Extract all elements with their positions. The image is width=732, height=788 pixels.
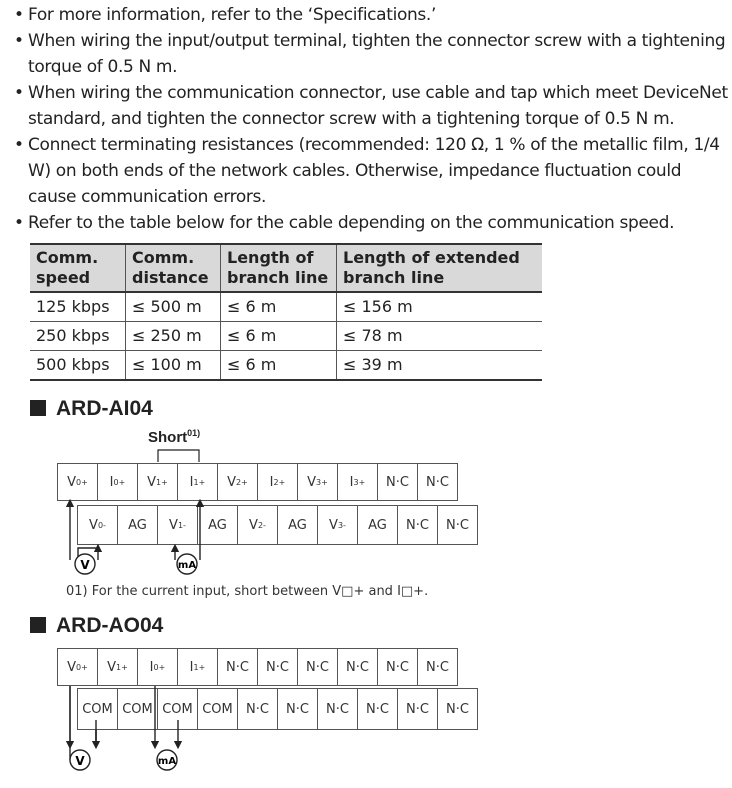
note-item: • Refer to the table below for the cable depending on the communication speed. (14, 213, 675, 233)
table-row: 125 kbps ≤ 500 m ≤ 6 m ≤ 156 m (30, 292, 542, 322)
terminal-label: V (147, 474, 157, 490)
terminal-label: V (67, 474, 77, 490)
terminal-label: N·C (406, 517, 429, 533)
voltmeter-label: V (80, 558, 90, 572)
terminal-label: N·C (346, 659, 369, 675)
ammeter-label: mA (157, 756, 177, 767)
terminal-label: N·C (366, 701, 389, 717)
terminal-subscript: 1+ (116, 662, 128, 672)
terminal-label: I (349, 474, 354, 490)
terminal-label: AG (368, 517, 387, 533)
terminal-label: N·C (306, 659, 329, 675)
ai04-heading: ARD-AI04 (30, 397, 153, 421)
ammeter-label: mA (177, 560, 197, 571)
terminal-label: I (109, 474, 114, 490)
terminal-label: COM (122, 701, 153, 717)
terminal-subscript: 2+ (236, 477, 248, 487)
terminal-label: COM (202, 701, 233, 717)
col-comm-speed: Comm. speed (30, 244, 126, 292)
terminal-label: N·C (426, 474, 449, 490)
terminal-label: V (107, 659, 117, 675)
col-extended-branch-length: Length of extended branch line (337, 244, 543, 292)
terminal-label: N·C (266, 659, 289, 675)
short-jumper (158, 450, 199, 462)
col-branch-length: Length of branch line (221, 244, 337, 292)
terminal-label: V (249, 517, 258, 533)
table-row: 250 kbps ≤ 250 m ≤ 6 m ≤ 78 m (30, 322, 542, 351)
terminal-label: V (169, 517, 178, 533)
ai04-footnote: 01) For the current input, short between V□+ and I□+. (66, 584, 429, 599)
terminal-subscript: 2+ (273, 477, 286, 487)
terminal-label: V (67, 659, 77, 675)
note-item: • Connect terminating resistances (recommended: 120 Ω, 1 % of the metallic film, 1/4 W) on both ends of the network cables. Otherwise, impedance fluctuation could cause communication errors. (14, 135, 720, 207)
terminal-subscript: 1+ (156, 477, 168, 487)
terminal-subscript: 0- (97, 520, 106, 530)
voltmeter-label: V (75, 754, 85, 768)
terminal-label: AG (208, 517, 227, 533)
terminal-subscript: 0+ (153, 662, 166, 672)
note-item: • When wiring the input/output terminal, tighten the connector screw with a tightening torque of 0.5 N m. (14, 31, 726, 77)
terminal-label: COM (162, 701, 193, 717)
terminal-label: N·C (386, 659, 409, 675)
terminal-label: I (269, 474, 274, 490)
terminal-label: N·C (446, 701, 469, 717)
short-label: Short$^{01)}$ (148, 428, 201, 446)
terminal-label: N·C (426, 659, 449, 675)
terminal-subscript: 0+ (76, 662, 88, 672)
terminal-label: N·C (326, 701, 349, 717)
terminal-label: I (189, 659, 194, 675)
terminal-subscript: 3+ (316, 477, 328, 487)
terminal-label: N·C (406, 701, 429, 717)
terminal-subscript: 0+ (113, 477, 126, 487)
terminal-label: N·C (226, 659, 249, 675)
terminal-subscript: 2- (257, 520, 266, 530)
col-comm-distance: Comm. distance (126, 244, 221, 292)
terminal-label: I (189, 474, 194, 490)
terminal-label: N·C (446, 517, 469, 533)
terminal-label: V (329, 517, 338, 533)
terminal-label: N·C (386, 474, 409, 490)
terminal-subscript: 0+ (76, 477, 88, 487)
note-item: • For more information, refer to the ‘Specifications.’ (14, 5, 437, 25)
terminal-label: V (307, 474, 317, 490)
terminal-label: V (227, 474, 237, 490)
note-item: • When wiring the communication connector, use cable and tap which meet DeviceNet standard, and tighten the connector screw with a tightening torque of 0.5 N m. (14, 83, 728, 129)
terminal-label: COM (82, 701, 113, 717)
terminal-subscript: 1- (177, 520, 186, 530)
terminal-label: AG (288, 517, 307, 533)
terminal-label: N·C (286, 701, 309, 717)
terminal-subscript: 3- (337, 520, 346, 530)
table-row: 500 kbps ≤ 100 m ≤ 6 m ≤ 39 m (30, 351, 542, 381)
terminal-label: I (149, 659, 154, 675)
terminal-label: V (89, 517, 98, 533)
terminal-subscript: 1+ (193, 662, 206, 672)
terminal-subscript: 3+ (353, 477, 366, 487)
ao04-heading: ARD-AO04 (30, 614, 163, 638)
terminal-label: N·C (246, 701, 269, 717)
terminal-subscript: 1+ (193, 477, 206, 487)
terminal-label: AG (128, 517, 147, 533)
